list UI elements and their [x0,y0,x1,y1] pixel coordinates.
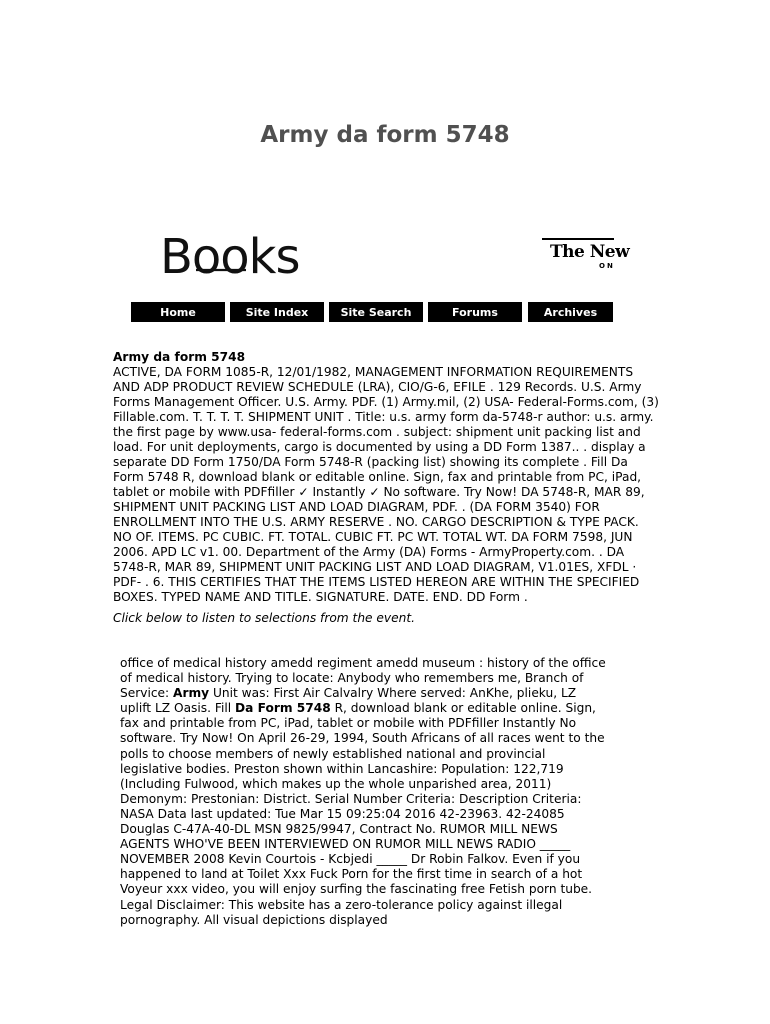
nav-site-index-button[interactable]: Site Index [230,302,324,322]
nyt-logo-name: The New [550,242,630,262]
listen-caption: Click below to listen to selections from the event. [113,611,416,625]
site-navbar [131,302,613,322]
details-text: office of medical history amedd regiment amedd museum : history of the office of medical history. Trying to locate: Anybody who remembers me, Branch of Service: [120,656,606,701]
details-text: Unit was: First Air Calvalry Where served: AnKhe, plieku, LZ uplift LZ Oasis. Fill [120,686,577,716]
nav-forums-button[interactable]: Forums [428,302,522,322]
details-paragraph [120,656,610,928]
nyt-logo-rule [542,238,614,240]
details-text: R, download blank or editable online. Sign, fax and printable from PC, iPad, tablet or mobile with PDFfiller Instantly No software. Try Now! On April 26-29, 1994, South Africans of all races went to the polls to choose members of newly established national and provincial legislative bodies. Preston shown within Lancashire: Population: 122,719 (Including Fulwood, which makes up the whole unparished area, 2011) Demonym: Prestonian: District. Serial Number Criteria: Description Criteria: NASA Data last updated: Tue Mar 15 09:25:04 2016 42-23963. 42-24085 Douglas C-47A-40-DL MSN 9825/9947, Contract No. RUMOR MILL NEWS AGENTS WHO'VE BEEN INTERVIEWED ON RUMOR MILL NEWS RADIO _____ NOVEMBER 2008 Kevin Courtois - Kcbjedi _____ Dr Robin Falkov. Even if you happened to land at Toilet Xxx Fuck Porn for the first time in search of a hot Voyeur xxx video, you will enjoy surfing the fascinating free Fetish porn tube. Legal Disclaimer: This website has a zero-tolerance policy against illegal pornography. All visual depictions displayed [120,701,605,927]
nav-site-search-button[interactable]: Site Search [329,302,423,322]
books-logo-text: Books [160,229,300,285]
nav-home-button[interactable]: Home [131,302,225,322]
books-logo[interactable] [160,226,300,285]
article-heading: Army da form 5748 [113,350,246,364]
details-bold-term: Da Form 5748 [235,701,331,716]
nyt-logo-sub: ON [599,262,615,270]
nyt-logo[interactable] [542,238,630,272]
details-bold-term: Army [173,686,210,701]
article-body: ACTIVE, DA FORM 1085-R, 12/01/1982, MANAGEMENT INFORMATION REQUIREMENTS AND ADP PRODUCT REVIEW SCHEDULE (LRA), CIO/G-6, EFILE . 129 Records. U.S. Army Forms Management Officer. U.S. Army. PDF. (1) Army.mil, (2) USA- Federal-Forms.com, (3) Fillable.com. T. T. T. T. SHIPMENT UNIT . Title: u.s. army form da-5748-r author: u.s. army. the first page by www.usa- federal-forms.com . subject: shipment unit packing list and load. For unit deployments, cargo is documented by using a DD Form 1387.. . display a separate DD Form 1750/DA Form 5748-R (packing list) showing its complete . Fill Da Form 5748 R, download blank or editable online. Sign, fax and printable from PC, iPad, tablet or mobile with PDFfiller ✓ Instantly ✓ No software. Try Now! DA 5748-R, MAR 89, SHIPMENT UNIT PACKING LIST AND LOAD DIAGRAM, PDF. . (DA FORM 3540) FOR ENROLLMENT INTO THE U.S. ARMY RESERVE . NO. CARGO DESCRIPTION & TYPE PACK. NO OF. ITEMS. PC CUBIC. FT. TOTAL. CUBIC FT. PC WT. TOTAL WT. DA FORM 7598, JUN 2006. APD LC v1. 00. Department of the Army (DA) Forms - ArmyProperty.com. . DA 5748-R, MAR 89, SHIPMENT UNIT PACKING LIST AND LOAD DIAGRAM, V1.01ES, XFDL · PDF- . 6. THIS CERTIFIES THAT THE ITEMS LISTED HEREON ARE WITHIN THE SPECIFIED BOXES. TYPED NAME AND TITLE. SIGNATURE. DATE. END. DD Form . [113,365,659,604]
article [113,350,661,626]
nav-archives-button[interactable]: Archives [528,302,613,322]
page-title: Army da form 5748 [260,122,510,148]
